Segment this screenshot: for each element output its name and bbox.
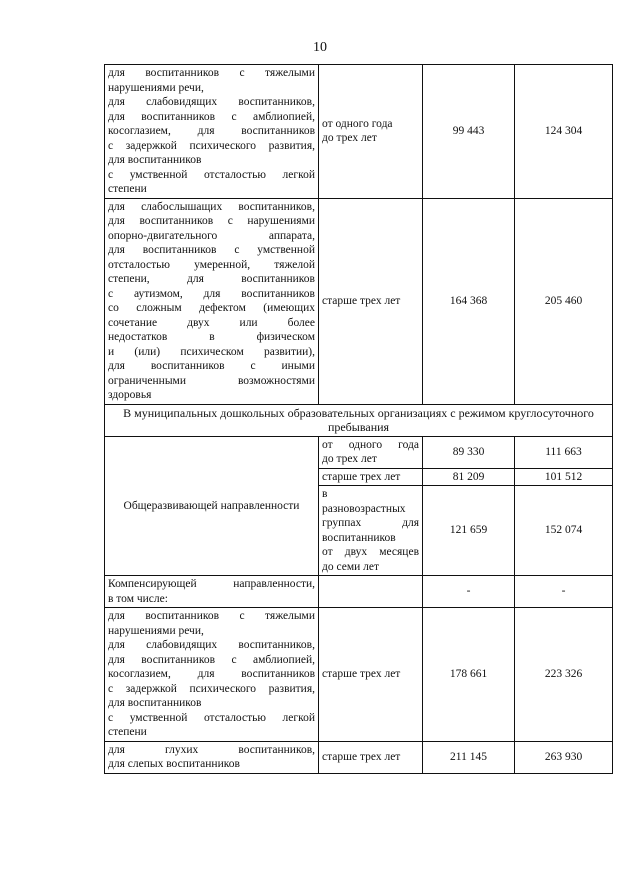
category-line: для воспитанников с амблиопией, bbox=[108, 653, 315, 666]
category-line: сочетание двух или более bbox=[108, 316, 315, 329]
age-line: в bbox=[322, 488, 328, 500]
category-line: для воспитанников с нарушениями bbox=[108, 215, 315, 227]
age-line: до трех лет bbox=[322, 453, 377, 465]
value-cell: 223 326 bbox=[515, 608, 613, 742]
table-row bbox=[105, 404, 613, 436]
category-line: нарушениями речи, bbox=[108, 624, 204, 637]
value-cell: 211 145 bbox=[423, 741, 515, 773]
value-cell: 124 304 bbox=[515, 65, 613, 199]
value-cell: 178 661 bbox=[423, 608, 515, 742]
age-line: воспитанников bbox=[322, 531, 396, 544]
category-line: в том числе: bbox=[108, 592, 168, 605]
category-line: ограниченными возможностями bbox=[108, 374, 315, 387]
compensating-label bbox=[105, 576, 319, 608]
value-cell: 111 663 bbox=[515, 436, 613, 468]
general-label: Общеразвивающей направленности bbox=[105, 436, 319, 576]
category-line: для слабослышащих воспитанников, bbox=[108, 200, 315, 213]
section-header: В муниципальных дошкольных образовательных организациях с режимом круглосуточного пребывания bbox=[105, 404, 613, 436]
category-line: с задержкой психического развития, bbox=[108, 139, 315, 152]
category-line: Компенсирующей направленности, bbox=[108, 578, 315, 590]
category-cell bbox=[105, 608, 319, 742]
category-line: отсталостью умеренной, тяжелой bbox=[108, 258, 315, 271]
table-row bbox=[105, 436, 613, 468]
category-line: для слабовидящих воспитанников, bbox=[108, 96, 315, 108]
table-row bbox=[105, 198, 613, 404]
age-cell: старше трех лет bbox=[319, 468, 423, 486]
tariff-table bbox=[104, 64, 613, 774]
age-cell bbox=[319, 576, 423, 608]
category-cell bbox=[105, 65, 319, 199]
age-line: до семи лет bbox=[322, 560, 380, 573]
value-cell: - bbox=[515, 576, 613, 608]
category-line: для слабовидящих воспитанников, bbox=[108, 639, 315, 651]
age-cell: старше трех лет bbox=[319, 741, 423, 773]
age-line: от одного года bbox=[322, 117, 393, 130]
value-cell: 164 368 bbox=[423, 198, 515, 404]
category-line: с умственной отсталостью легкой bbox=[108, 711, 315, 724]
category-line: для воспитанников с иными bbox=[108, 360, 315, 372]
category-line: для воспитанников с умственной bbox=[108, 244, 315, 256]
category-line: степени, для воспитанников bbox=[108, 273, 315, 285]
table-row bbox=[105, 576, 613, 608]
category-line: для воспитанников с тяжелыми bbox=[108, 610, 315, 622]
age-line: от двух месяцев bbox=[322, 546, 419, 558]
category-line: для воспитанников с амблиопией, bbox=[108, 110, 315, 123]
age-line: до трех лет bbox=[322, 132, 377, 145]
value-cell: 121 659 bbox=[423, 486, 515, 576]
category-line: для воспитанников bbox=[108, 697, 202, 709]
category-cell bbox=[105, 198, 319, 404]
category-line: степени bbox=[108, 183, 147, 195]
category-line: для слепых воспитанников bbox=[108, 758, 240, 770]
value-cell: 152 074 bbox=[515, 486, 613, 576]
category-line: для воспитанников bbox=[108, 154, 202, 166]
age-cell bbox=[319, 65, 423, 199]
value-cell: 81 209 bbox=[423, 468, 515, 486]
table-row bbox=[105, 741, 613, 773]
value-cell: - bbox=[423, 576, 515, 608]
category-cell bbox=[105, 741, 319, 773]
age-line: разновозрастных bbox=[322, 502, 406, 515]
value-cell: 99 443 bbox=[423, 65, 515, 199]
category-line: недостатков в физическом bbox=[108, 331, 315, 343]
value-cell: 263 930 bbox=[515, 741, 613, 773]
age-cell bbox=[319, 436, 423, 468]
table-row bbox=[105, 65, 613, 199]
category-line: косоглазием, для воспитанников bbox=[108, 668, 315, 680]
category-line: здоровья bbox=[108, 389, 152, 401]
category-line: степени bbox=[108, 726, 147, 738]
table-row bbox=[105, 608, 613, 742]
age-cell: старше трех лет bbox=[319, 608, 423, 742]
category-line: опорно-двигательного аппарата, bbox=[108, 229, 315, 242]
age-line: группах для bbox=[322, 517, 419, 529]
category-line: с умственной отсталостью легкой bbox=[108, 168, 315, 181]
category-line: со сложным дефектом (имеющих bbox=[108, 302, 315, 314]
value-cell: 89 330 bbox=[423, 436, 515, 468]
category-line: для глухих воспитанников, bbox=[108, 743, 315, 756]
value-cell: 101 512 bbox=[515, 468, 613, 486]
category-line: и (или) психическом развитии), bbox=[108, 345, 315, 358]
category-line: нарушениями речи, bbox=[108, 81, 204, 94]
category-line: косоглазием, для воспитанников bbox=[108, 125, 315, 137]
category-line: для воспитанников с тяжелыми bbox=[108, 67, 315, 79]
age-line: от одного года bbox=[322, 438, 419, 451]
page-number: 10 bbox=[313, 40, 327, 55]
value-cell: 205 460 bbox=[515, 198, 613, 404]
category-line: с задержкой психического развития, bbox=[108, 682, 315, 695]
age-cell bbox=[319, 486, 423, 576]
category-line: с аутизмом, для воспитанников bbox=[108, 287, 315, 300]
age-cell: старше трех лет bbox=[319, 198, 423, 404]
